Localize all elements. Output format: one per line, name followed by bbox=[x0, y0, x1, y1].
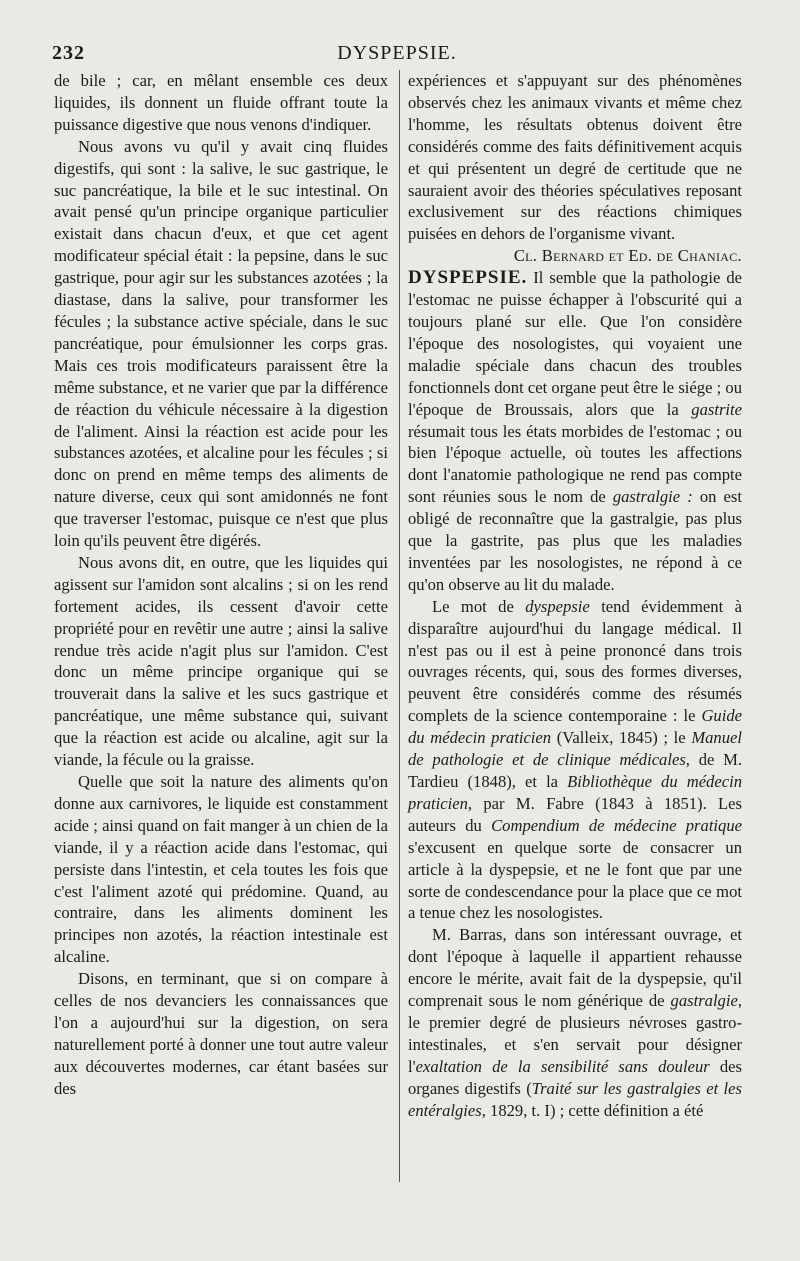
paragraph: Nous avons vu qu'il y avait cinq fluides digestifs, qui sont : la salive, le suc gastrique, le suc pancréatique, la bile et le suc intestinal. On avait pensé qu'un principe organique particulier existait dans chacun d'eux, et que cet agent modificateur spécial était : la pepsine, dans le suc gastrique, pour agir sur les substances azotées ; la diastase, dans la salive, pour transformer les fécules ; la substance active spéciale, dans le suc pancréatique, pour émulsionner les corps gras. Mais ces trois modificateurs paraissent être la même substance, et ne varier que par la différence de réaction du véhicule nécessaire à la digestion de l'aliment. Ainsi la réaction est acide pour les substances azotées, et alcaline pour les fécules ; si donc on prend en même temps des aliments de nature diverse, ceux qui sont amidonnés ne font que traverser l'estomac, puisque ce n'est que plus loin qu'ils peuvent être digérés. bbox=[54, 136, 388, 551]
entry-paragraph: DYSPEPSIE. Il semble que la pathologie de l'estomac ne puisse échapper à l'obscurité qui a toujours plané sur elle. Que l'on considère l'époque des nosologistes, qui voyaient une maladie spéciale dans chacun des troubles fonctionnels dont cet organe peut être le siége ; ou l'époque de Broussais, alors que la gastrite résumait tous les états morbides de l'estomac ; ou bien l'époque actuelle, où toutes les affections dont l'anatomie pathologique ne rend pas compte sont réunies sous le nom de gastralgie : on est obligé de reconnaître que la gastralgie, pas plus que la gastrite, pas plus que les maladies inventées par les nosologistes, ne répond à ce qu'on observe au lit du malade. bbox=[408, 267, 742, 594]
author-signature: Cl. Bernard et Ed. de Chaniac. bbox=[513, 246, 742, 266]
running-head: DYSPEPSIE. bbox=[337, 42, 457, 64]
column-divider bbox=[399, 70, 400, 1182]
paragraph: Quelle que soit la nature des aliments qu'on donne aux carnivores, le liquide est constamment acide ; ainsi quand on fait manger à un chien de la viande, il y a réaction acide dans l'estomac, qui persiste dans l'intestin, et cela toutes les fois que c'est l'aliment azoté qui prédomine. Quand, au contraire, dans les aliments dominent les principes non azotés, la réaction intestinale est alcaline. bbox=[54, 772, 388, 967]
right-column bbox=[408, 70, 742, 1122]
page-number: 232 bbox=[52, 42, 85, 64]
page-header bbox=[52, 42, 742, 66]
paragraph: de bile ; car, en mêlant ensemble ces deux liquides, ils donnent un fluide offrant toute la puissance digestive que nous venons d'indiquer. bbox=[54, 71, 388, 134]
paragraph: M. Barras, dans son intéressant ouvrage, et dont l'époque à laquelle il appartient rehausse encore le mérite, avait fait de la dyspepsie, qu'il comprenait sous le nom générique de gastralgie, le premier degré de plusieurs névroses gastro-intestinales, et s'en servait pour désigner l'exaltation de la sensibilité sans douleur des organes digestifs (Traité sur les gastralgies et les entéralgies, 1829, t. I) ; cette définition a été bbox=[408, 925, 742, 1120]
paragraph: Nous avons dit, en outre, que les liquides qui agissent sur l'amidon sont alcalins ; si on les rend fortement acides, ils cessent d'avoir cette propriété pour en revêtir une autre ; ainsi la salive rendue très acide n'agit plus sur l'amidon. C'est donc un même principe organique qui se trouverait dans la salive et les sucs gastrique et pancréatique, une même substance qui, suivant que la réaction est acide ou alcaline, agit sur la viande, la fécule ou la graisse. bbox=[54, 552, 388, 770]
paragraph: Disons, en terminant, que si on compare à celles de nos devanciers les connaissances que l'on a aujourd'hui sur la digestion, on sera naturellement porté à donner une tout autre valeur aux découvertes modernes, car étant basées sur des bbox=[54, 969, 388, 1098]
entry-headword: DYSPEPSIE. bbox=[408, 267, 528, 289]
paragraph: expériences et s'appuyant sur des phénomènes observés chez les animaux vivants et même chez l'homme, les résultats obtenus doivent être considérés comme des faits définitivement acquis et qui présentent un degré de certitude que ne sauraient avoir des théories spéculatives reposant exclusivement sur des réactions chimiques puisées en dehors de l'organisme vivant. bbox=[408, 71, 742, 244]
left-column bbox=[54, 70, 388, 1100]
paragraph: Le mot de dyspepsie tend évidemment à disparaître aujourd'hui du langage médical. Il n'est pas ou il est à peine prononcé dans trois ouvrages récents, qui, sous des formes diverses, peuvent être considérés comme des résumés complets de la science contemporaine : le Guide du médecin praticien (Valleix, 1845) ; le Manuel de pathologie et de clinique médicales, de M. Tardieu (1848), et la Bibliothèque du médecin praticien, par M. Fabre (1843 à 1851). Les auteurs du Compendium de médecine pratique s'excusent en quelque sorte de consacrer un article à la dyspepsie, et ne le font que par une sorte de condescendance pour la place que ce mot a tenue chez les nosologistes. bbox=[408, 596, 743, 923]
